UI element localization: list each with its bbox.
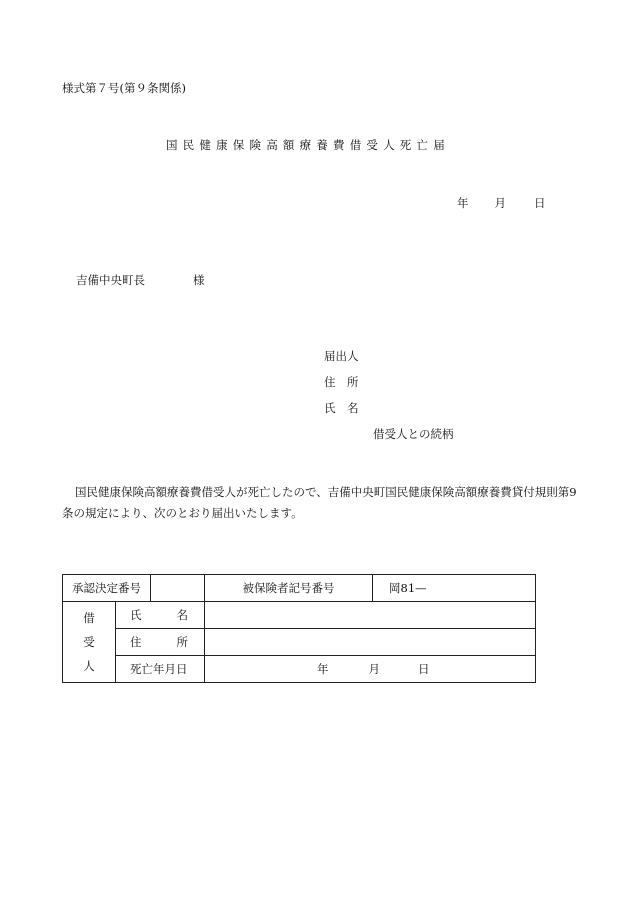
death-year-label: 年 (317, 662, 329, 676)
table-row (63, 602, 536, 629)
death-month-label: 月 (368, 662, 380, 676)
death-day-label: 日 (418, 662, 430, 676)
addressee-name: 吉備中央町長 (76, 273, 145, 287)
date-year-label: 年 (457, 196, 469, 210)
address-label-b: 所 (176, 635, 188, 649)
borrower-char: 受 (83, 635, 95, 649)
table-row (63, 575, 536, 602)
date-day-label: 日 (534, 196, 546, 210)
insured-symbol-value[interactable]: 岡81— (373, 575, 536, 602)
form-number: 様式第７号(第９条関係) (62, 81, 186, 95)
insured-symbol-label: 被保険者記号番号 (205, 575, 373, 602)
table-row (63, 656, 536, 683)
borrower-label (63, 602, 116, 683)
addressee-suffix: 様 (193, 273, 205, 287)
approval-number-label: 承認決定番号 (63, 575, 151, 602)
address-label-a: 住 (130, 635, 142, 649)
borrower-char: 借 (83, 611, 95, 625)
relation-label: 借受人との続柄 (373, 427, 454, 441)
notifier-address-label: 住 所 (324, 375, 359, 389)
addressee (76, 272, 205, 288)
name-label-b: 名 (176, 608, 188, 622)
borrower-name-value[interactable] (205, 602, 536, 629)
borrower-address-label (116, 629, 205, 656)
date-month-label: 月 (494, 196, 506, 210)
document-title: 国民健康保険高額療養費借受人死亡届 (166, 138, 450, 152)
borrower-address-value[interactable] (205, 629, 536, 656)
notifier-name-label: 氏 名 (324, 401, 359, 415)
table-row (63, 629, 536, 656)
borrower-name-label (116, 602, 205, 629)
notifier-label: 届出人 (324, 349, 359, 363)
approval-number-value[interactable] (151, 575, 205, 602)
borrower-char: 人 (83, 659, 95, 673)
name-label-a: 氏 (130, 608, 142, 622)
death-date-value[interactable] (205, 656, 536, 683)
death-date-label: 死亡年月日 (116, 656, 205, 683)
submission-date (457, 195, 546, 211)
detail-table (62, 574, 536, 683)
body-text: 国民健康保険高額療養費借受人が死亡したので、吉備中央町国民健康保険高額療養費貸付規則第9条の規定により、次のとおり届出いたします。 (62, 485, 577, 520)
